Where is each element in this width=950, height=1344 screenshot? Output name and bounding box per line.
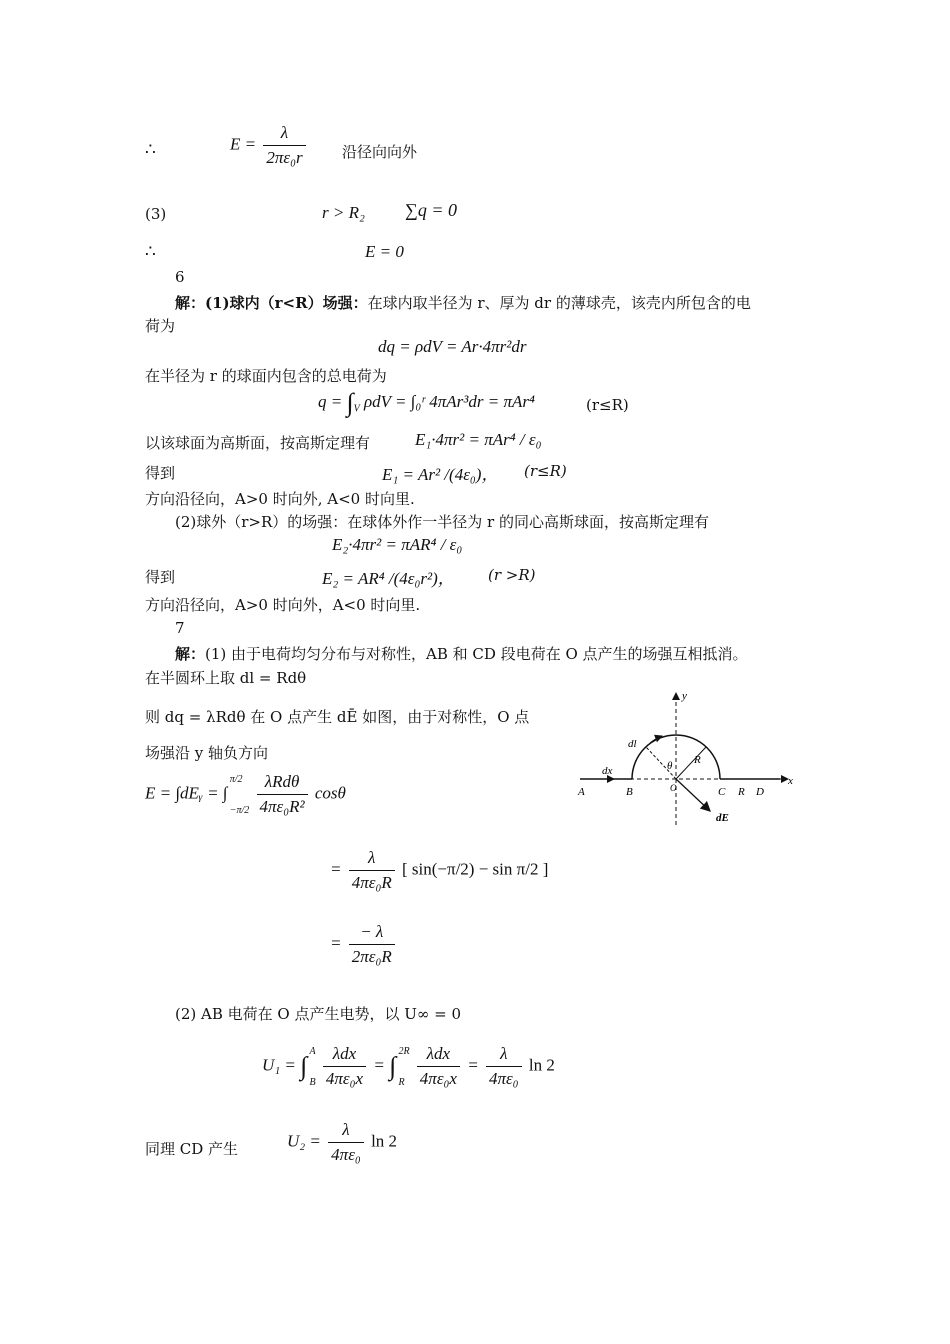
E1-condition: (r≤R) [524, 462, 567, 480]
label-A: A [578, 786, 585, 798]
limit-bottom: B [309, 1076, 316, 1088]
sum-q: ∑q = 0 [405, 200, 457, 220]
U2-lhs: U₂ = [287, 1131, 321, 1151]
denominator: 2πε₀r [263, 145, 305, 168]
q-rhs: ρdV = ∫₀ʳ 4πAr³dr = πAr⁴ [363, 391, 535, 411]
gauss-equation-1: E₁·4πr² = πAr⁴ / ε₀ [415, 430, 542, 449]
line3: 则 dq = λRdθ 在 O 点产生 dĒ 如图，由于对称性，O 点 [145, 708, 530, 726]
label-B: B [626, 786, 633, 798]
fraction [263, 123, 305, 168]
label-dx: dx [602, 765, 613, 777]
equation-E-line-charge [230, 123, 309, 168]
eq-lhs: E = [230, 134, 257, 154]
line2: 在半圆环上取 dl = Rdθ [145, 669, 307, 687]
part3-label: (3) [145, 205, 167, 223]
label-dE: dE [716, 812, 729, 824]
E2-equation: E₂ = AR⁴ /(4ε₀r²)， [322, 569, 455, 588]
U1-lhs: U₁ = [262, 1055, 296, 1075]
line4: 场强沿 y 轴负方向 [145, 744, 269, 762]
denominator: 4πε₀ [328, 1142, 364, 1165]
integral-limits-2 [398, 1046, 409, 1088]
U2-equation [287, 1120, 397, 1165]
U1-equation: U₁ = ∫ A B $\frac{\text{λdx}}{\text{4πε₀x}}$ = ∫ 2R R $\frac{\text{λdx}}{\text{4πε₀x}}$ = $\frac{\lambda}{\text{4πε₀}}$ ln 2 [262, 1044, 555, 1088]
cos-theta: cosθ [314, 783, 346, 803]
numerator: λ [368, 848, 376, 867]
fraction-U1-a [323, 1044, 366, 1089]
integral-sign-2: ∫ [389, 1051, 397, 1081]
get-label-2: 得到 [145, 568, 176, 586]
limit-bottom: −π/2 [229, 804, 250, 816]
label-R: R [694, 754, 701, 766]
label-dl: dl [628, 738, 637, 750]
numerator: λ [342, 1120, 350, 1139]
numerator: λ [280, 123, 289, 142]
direction-1: 方向沿径向，A>0 时向外, A<0 时向里. [145, 490, 415, 508]
dq-equation: dq = ρdV = Ar·4πr²dr [378, 337, 527, 356]
numerator: − λ [360, 922, 384, 941]
q-lhs: q = [318, 391, 347, 411]
get-label: 得到 [145, 464, 176, 482]
limit-top: 2R [398, 1045, 410, 1057]
denominator: 4πε₀x [417, 1066, 460, 1089]
label-theta: θ [667, 760, 673, 772]
denominator: 4πε₀ [486, 1066, 522, 1089]
numerator: λdx [426, 1044, 451, 1063]
intro-text-2: 荷为 [145, 317, 176, 335]
E-result-step: = $\frac{\lambda}{\text{4πε₀R}}$ [ sin(−π/2) − sin π/2 ] [330, 848, 549, 892]
E-zero: E = 0 [365, 242, 404, 261]
U2-ln2: ln 2 [371, 1131, 398, 1151]
label-R2: R [738, 786, 745, 798]
radius-R [676, 747, 706, 779]
semicircle-charge-figure [570, 685, 810, 830]
dE-arrow [676, 779, 710, 811]
E1-equation: E₁ = Ar² /(4ε₀)， [382, 465, 499, 484]
E-integral-equation [145, 772, 346, 817]
solution-6-intro [175, 292, 751, 313]
condition-r: r > R₂ [322, 203, 365, 222]
limit-top: π/2 [229, 773, 243, 785]
fraction-U1-c [486, 1044, 522, 1089]
direction-note: 沿径向向外 [342, 143, 418, 161]
solution-label: 解：(1)球内（r<R）场强： [175, 294, 368, 312]
problem-number-6: 6 [175, 268, 185, 286]
label-O: O [670, 783, 677, 793]
solution-7-line1 [175, 643, 748, 664]
part2-potential-line: (2) AB 电荷在 O 点产生电势，以 U∞ = 0 [175, 1005, 462, 1023]
problem-number-7: 7 [175, 619, 185, 637]
part2-label: (2)球外（r>R）的场强： [175, 513, 348, 531]
limit-top: A [309, 1045, 316, 1057]
gauss-text: 以该球面为高斯面，按高斯定理有 [145, 434, 371, 452]
line1-text: (1) 由于电荷均匀分布与对称性，AB 和 CD 段电荷在 O 点产生的场强互相抵消。 [205, 645, 748, 663]
label-C: C [718, 786, 726, 798]
gauss-equation-2: E₂·4πr² = πAR⁴ / ε₀ [332, 535, 463, 554]
E-int-lhs: E = ∫dEᵧ = ∫ [145, 783, 228, 803]
fraction-1 [257, 772, 308, 817]
E2-condition: (r >R) [488, 566, 536, 584]
numerator: λdx [332, 1044, 357, 1063]
therefore-symbol-2: ∴ [145, 242, 156, 261]
total-charge-text: 在半径为 r 的球面内包含的总电荷为 [145, 367, 387, 385]
direction-2: 方向沿径向，A>0 时向外，A<0 时向里. [145, 596, 421, 614]
ln2: ln 2 [528, 1055, 555, 1075]
fraction-3 [349, 922, 395, 967]
integral-limits [230, 774, 250, 816]
numerator: λ [500, 1044, 508, 1063]
integral-limits-1 [310, 1046, 316, 1088]
same-text: 同理 CD 产生 [145, 1140, 239, 1158]
q-integral: $q = \int_V$ ρdV = ∫₀ʳ 4πAr³dr = πAr⁴ [318, 388, 535, 417]
fraction-U2 [328, 1120, 364, 1165]
E-final: = $\frac{- \lambda}{\text{2πε₀R}}$ [330, 922, 398, 967]
integral-sign: ∫ [346, 388, 354, 417]
limit-bottom: R [398, 1076, 405, 1088]
label-x: x [788, 775, 793, 787]
fraction-2 [349, 848, 395, 893]
part2-text: 在球体外作一半径为 r 的同心高斯球面，按高斯定理有 [347, 513, 709, 531]
label-D: D [756, 786, 764, 798]
denominator: 4πε₀R² [257, 794, 308, 817]
q-condition: (r≤R) [586, 396, 629, 414]
solution-label-7: 解： [175, 645, 206, 663]
sin-bracket: [ sin(−π/2) − sin π/2 ] [402, 859, 549, 879]
denominator: 2πε₀R [349, 944, 395, 967]
denominator: 4πε₀x [323, 1066, 366, 1089]
fraction-U1-b [417, 1044, 460, 1089]
label-y: y [682, 690, 687, 702]
denominator: 4πε₀R [349, 870, 395, 893]
numerator: λRdθ [264, 772, 300, 791]
intro-text: 在球内取半径为 r、厚为 dr 的薄球壳，该壳内所包含的电 [367, 294, 751, 312]
integral-sign-1: ∫ [300, 1051, 308, 1081]
part2-line [175, 511, 709, 532]
therefore-symbol: ∴ [145, 140, 156, 159]
